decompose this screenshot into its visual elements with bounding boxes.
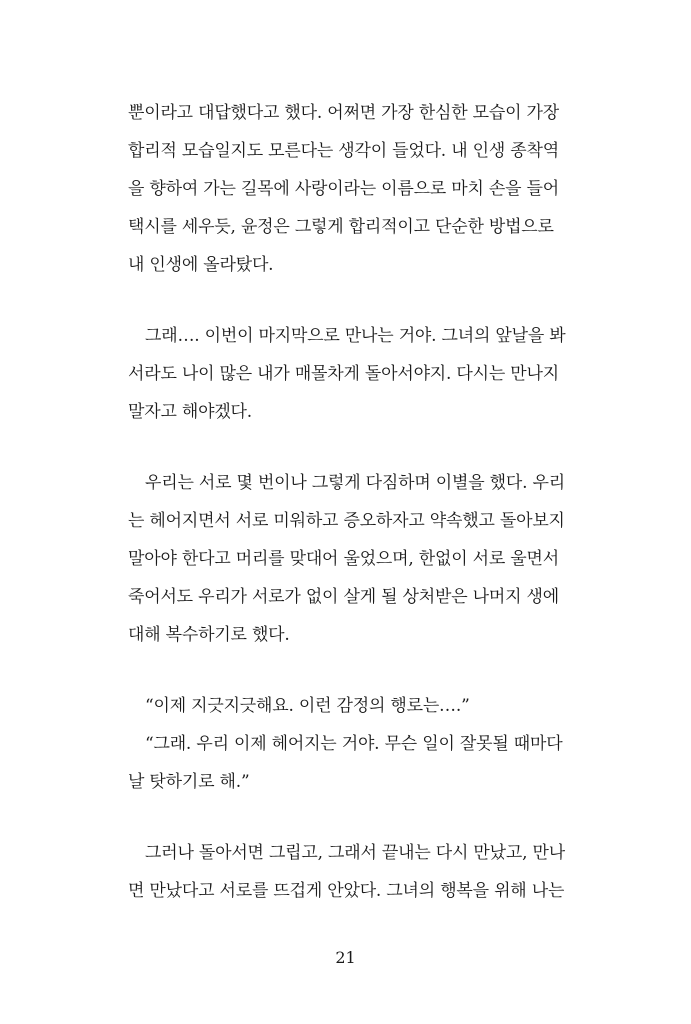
paragraph (128, 834, 588, 910)
paragraph-gap (128, 284, 588, 317)
body-text (128, 94, 588, 910)
text-line: 그래…. 이번이 마지막으로 만나는 거야. 그녀의 앞날을 봐 (145, 326, 566, 346)
text-line: 을 향하여 가는 길목에 사랑이라는 이름으로 마치 손을 들어 (128, 179, 559, 199)
text-line: 택시를 세우듯, 윤정은 그렇게 합리적이고 단순한 방법으로 (128, 217, 554, 237)
text-line: 서라도 나이 많은 내가 매몰차게 돌아서야지. 다시는 만나지 (128, 364, 559, 384)
text-line: 말아야 한다고 머리를 맞대어 울었으며, 한없이 서로 울면서 (128, 549, 559, 569)
page-number: 21 (335, 948, 356, 967)
text-line: 는 헤어지면서 서로 미워하고 증오하자고 약속했고 돌아보지 (128, 511, 565, 531)
paragraph (128, 464, 588, 654)
text-line: 내 인생에 올라탔다. (128, 255, 274, 275)
paragraph-gap (128, 801, 588, 834)
paragraph-gap (128, 654, 588, 687)
paragraph (128, 317, 588, 431)
dialogue-line: “그래. 우리 이제 헤어지는 거야. 무슨 일이 잘못될 때마다 (145, 734, 563, 754)
text-line: 우리는 서로 몇 번이나 그렇게 다짐하며 이별을 했다. 우리 (145, 473, 565, 493)
dialogue-line: “이제 지긋지긋해요. 이런 감정의 행로는….” (145, 696, 470, 716)
text-line: 그러나 돌아서면 그립고, 그래서 끝내는 다시 만났고, 만나 (145, 843, 565, 863)
paragraph (128, 687, 588, 801)
text-line: 말자고 해야겠다. (128, 402, 252, 422)
text-line: 죽어서도 우리가 서로가 없이 살게 될 상처받은 나머지 생에 (128, 587, 559, 607)
paragraph (128, 94, 588, 284)
dialogue-line: 날 탓하기로 해.” (128, 772, 250, 792)
text-line: 대해 복수하기로 했다. (128, 625, 290, 645)
paragraph-gap (128, 431, 588, 464)
text-line: 합리적 모습일지도 모른다는 생각이 들었다. 내 인생 종착역 (128, 141, 559, 161)
text-line: 뿐이라고 대답했다고 했다. 어쩌면 가장 한심한 모습이 가장 (128, 103, 559, 123)
text-line: 면 만났다고 서로를 뜨겁게 안았다. 그녀의 행복을 위해 나는 (128, 881, 565, 901)
